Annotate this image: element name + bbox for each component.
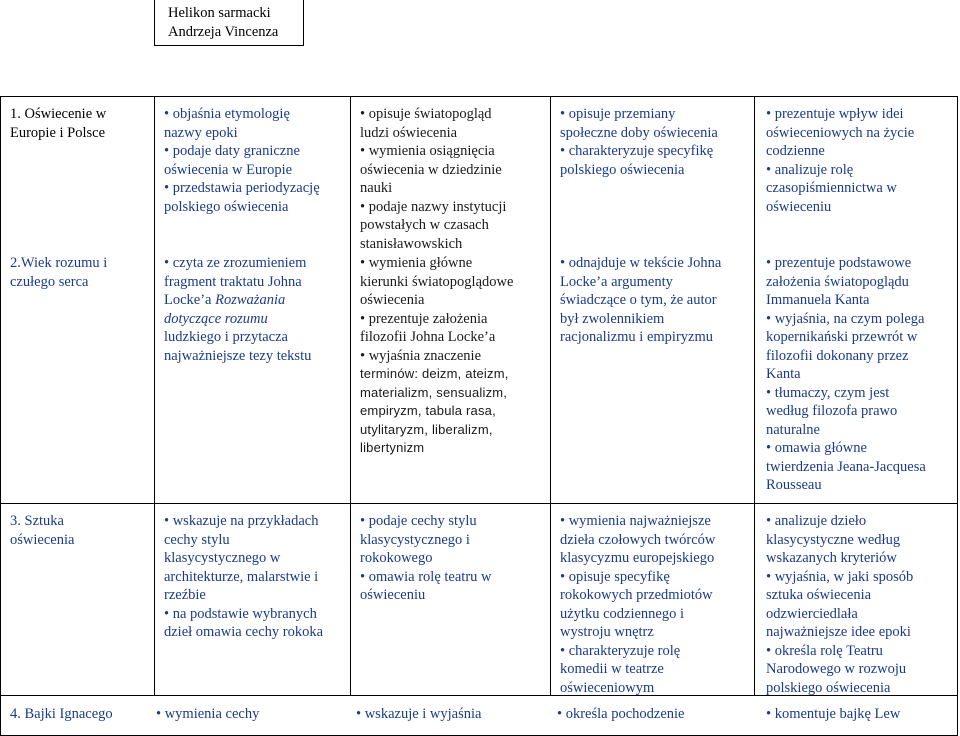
requirement-item: • wyjaśnia, na czym polega <box>766 310 956 329</box>
requirement-item: libertynizm <box>360 440 425 455</box>
requirement-item: • określa pochodzenie <box>557 705 757 724</box>
requirement-item: fragment traktatu Johna <box>164 273 302 290</box>
requirement-item: empiryzm, tabula rasa, <box>360 403 496 418</box>
requirement-item: • opisuje światopogląd <box>360 105 548 124</box>
requirement-item: kierunki światopoglądowe <box>360 273 514 290</box>
requirement-item: odzwierciedlała <box>766 605 858 622</box>
requirement-item: klasycyzmu europejskiego <box>560 550 715 566</box>
book-title: dotyczące rozumu <box>164 310 268 327</box>
requirement-item: Narodowego w rozwoju <box>766 661 907 677</box>
requirement-item: filozofii dokonany przez <box>766 347 909 364</box>
requirement-item: • komentuje bajkę Lew <box>766 705 956 724</box>
requirement-item: rokokowego <box>360 550 433 566</box>
requirements-cell <box>156 705 356 724</box>
requirement-item: komedii w teatrze <box>560 661 664 677</box>
topic-cell <box>10 512 150 549</box>
table-border <box>0 96 958 97</box>
requirements-cell <box>164 105 348 216</box>
requirement-item: • wyjaśnia, w jaki sposób <box>766 568 956 587</box>
requirement-item: oświeceniowych na życie <box>766 124 915 141</box>
requirement-item: według filozofa prawo <box>766 403 898 419</box>
topic-line: Europie i Polsce <box>10 124 106 141</box>
requirement-item: naturalne <box>766 421 820 438</box>
requirements-cell <box>766 705 956 724</box>
requirement-item: • prezentuje założenia <box>360 310 548 329</box>
requirement-item: oświeceniu <box>766 198 832 215</box>
requirement-item: rzeźbie <box>164 587 206 603</box>
header-line-2: Andrzeja Vincenza <box>168 24 279 40</box>
requirement-item: • wyjaśnia znaczenie <box>360 347 548 366</box>
header-line-1: Helikon sarmacki <box>168 5 271 21</box>
requirement-item: dzieła czołowych twórców <box>560 531 716 548</box>
requirement-item: klasycystyczne według <box>766 531 901 548</box>
requirement-item: • opisuje przemiany <box>560 105 752 124</box>
requirement-item: • prezentuje podstawowe <box>766 254 956 273</box>
requirement-item: Immanuela Kanta <box>766 292 870 308</box>
requirements-cell <box>360 105 548 253</box>
requirements-cell <box>766 254 956 495</box>
requirements-cell <box>560 254 752 347</box>
col-divider <box>957 96 958 736</box>
requirement-item: • podaje daty graniczne <box>164 142 348 161</box>
requirement-item: Locke’a argumenty <box>560 273 673 290</box>
requirement-item: stanisławowskich <box>360 235 463 252</box>
requirement-item: rokokowych przedmiotów <box>560 587 713 603</box>
requirement-item: najważniejsze idee epoki <box>766 624 911 640</box>
topic-line: 1. Oświecenie w <box>10 106 107 122</box>
requirement-item: ludzi oświecenia <box>360 124 458 141</box>
requirement-item: • wskazuje i wyjaśnia <box>356 705 556 724</box>
requirements-cell <box>356 705 556 724</box>
topic-cell <box>10 254 150 291</box>
col-divider <box>154 96 155 695</box>
requirement-item: • odnajduje w tekście Johna <box>560 254 752 273</box>
requirement-item: kopernikański przewrót w <box>766 329 918 345</box>
requirement-item: filozofii Johna Locke’a <box>360 329 496 345</box>
requirement-item: • wymienia główne <box>360 254 548 273</box>
requirement-item: • objaśnia etymologię <box>164 105 348 124</box>
requirement-item: • omawia rolę teatru w <box>360 568 548 587</box>
requirement-item: twierdzenia Jeana-Jacquesa <box>766 458 926 475</box>
requirement-item: • charakteryzuje specyfikę <box>560 142 752 161</box>
requirement-item: • podaje nazwy instytucji <box>360 198 548 217</box>
requirement-item: utylitaryzm, liberalizm, <box>360 421 493 437</box>
requirement-item: klasycystycznego i <box>360 531 470 548</box>
requirement-item: • charakteryzuje rolę <box>560 642 752 661</box>
row-divider <box>0 503 958 504</box>
topic-cell <box>10 705 160 724</box>
requirement-item: • określa rolę Teatru <box>766 642 956 661</box>
header-cell <box>154 0 304 46</box>
requirement-item: • wymienia cechy <box>156 705 356 724</box>
requirement-item: sztuka oświecenia <box>766 587 872 603</box>
requirement-item: codzienne <box>766 143 825 159</box>
requirement-item: Rousseau <box>766 477 822 493</box>
requirement-item: założenia światopoglądu <box>766 273 909 290</box>
requirement-item: cechy stylu <box>164 531 230 548</box>
curriculum-table <box>0 96 958 736</box>
requirements-cell <box>164 512 348 642</box>
requirement-item: wskazanych kryteriów <box>766 550 897 566</box>
requirement-item: oświecenia w dziedzinie <box>360 161 502 178</box>
requirement-item: • prezentuje wpływ idei <box>766 105 956 124</box>
requirements-cell <box>766 105 956 216</box>
requirement-item: polskiego oświecenia <box>164 198 289 215</box>
requirement-item: najważniejsze tezy tekstu <box>164 347 312 364</box>
requirements-cell <box>360 512 548 605</box>
requirement-item: • omawia główne <box>766 439 956 458</box>
requirement-item: polskiego oświecenia <box>560 161 685 178</box>
requirement-item: ludzkiego i przytacza <box>164 329 288 345</box>
topic-line: oświecenia <box>10 531 75 548</box>
requirement-item: polskiego oświecenia <box>766 679 891 696</box>
requirement-item: • analizuje rolę <box>766 161 956 180</box>
requirement-item: • przedstawia periodyzację <box>164 179 348 198</box>
col-divider <box>0 96 1 736</box>
requirement-item: oświecenia <box>360 292 425 308</box>
requirement-item: oświeceniowym <box>560 679 655 696</box>
requirement-item: oświeceniu <box>360 587 426 603</box>
requirement-item: klasycystycznego w <box>164 550 281 566</box>
col-divider <box>550 96 551 695</box>
requirement-item: czasopiśmiennictwa w <box>766 180 897 196</box>
topic-cell <box>10 105 150 142</box>
requirement-item: użytku codziennego i <box>560 605 685 622</box>
requirement-item: • analizuje dzieło <box>766 512 956 531</box>
requirement-item: • wskazuje na przykładach <box>164 512 348 531</box>
requirement-item: • wymienia najważniejsze <box>560 512 752 531</box>
requirement-item: • czyta ze zrozumieniem <box>164 254 348 273</box>
topic-line: czułego serca <box>10 273 89 290</box>
requirement-item: racjonalizmu i empiryzmu <box>560 329 714 345</box>
requirement-item: • opisuje specyfikę <box>560 568 752 587</box>
requirement-item: • na podstawie wybranych <box>164 605 348 624</box>
requirements-cell <box>360 254 548 458</box>
requirement-item: oświecenia w Europie <box>164 161 293 178</box>
requirement-item: dzieł omawia cechy rokoka <box>164 624 324 640</box>
requirements-cell <box>766 512 956 697</box>
topic-line: 4. Bajki Ignacego <box>10 706 113 722</box>
requirement-item: nazwy epoki <box>164 124 238 141</box>
requirements-cell <box>560 105 752 179</box>
book-title: Rozważania <box>215 292 286 308</box>
requirement-item: był zwolennikiem <box>560 310 665 327</box>
requirements-cell <box>557 705 757 724</box>
requirement-item: wystroju wnętrz <box>560 624 654 640</box>
requirements-cell <box>560 512 752 697</box>
requirement-item: Kanta <box>766 366 801 382</box>
col-divider <box>754 96 755 695</box>
requirement-item: Locke’a <box>164 292 216 308</box>
requirement-item: świadczące o tym, że autor <box>560 292 717 308</box>
requirement-item: społeczne doby oświecenia <box>560 124 718 141</box>
requirement-item: materializm, sensualizm, <box>360 384 508 400</box>
topic-line: 2.Wiek rozumu i <box>10 255 108 271</box>
requirement-item: powstałych w czasach <box>360 217 489 233</box>
requirement-item: terminów: deizm, ateizm, <box>360 366 509 381</box>
requirements-cell <box>164 254 348 365</box>
topic-line: 3. Sztuka <box>10 513 64 529</box>
requirement-item: nauki <box>360 180 393 196</box>
requirement-item: • wymienia osiągnięcia <box>360 142 548 161</box>
requirement-item: • podaje cechy stylu <box>360 512 548 531</box>
requirement-item: architekturze, malarstwie i <box>164 568 319 585</box>
col-divider <box>350 96 351 695</box>
requirement-item: • tłumaczy, czym jest <box>766 384 956 403</box>
